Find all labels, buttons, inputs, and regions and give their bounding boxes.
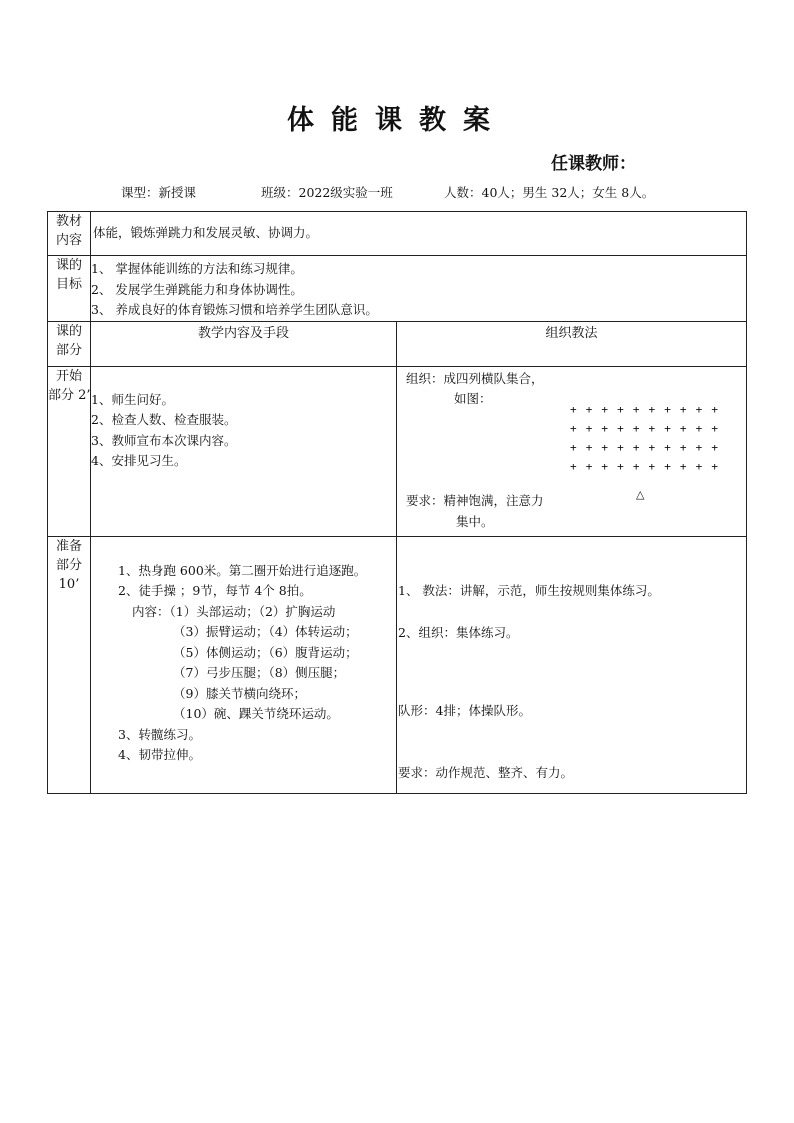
student-mark: + (570, 460, 577, 474)
student-mark: + (679, 441, 687, 455)
goals-label-line: 目标 (55, 277, 82, 292)
material-content-cell (91, 212, 747, 256)
headcount: 人数：40人；男生 32人；女生 8人。 (444, 185, 655, 200)
start-item: 1、师生问好。 (91, 391, 174, 407)
requirement-line: 集中。 (456, 513, 494, 529)
student-mark: + (664, 460, 671, 474)
formation-grid (570, 403, 718, 480)
formation-row (570, 403, 718, 422)
goals-label-line: 课的 (55, 258, 82, 273)
material-label-line: 教材 (55, 214, 82, 229)
student-mark: + (632, 441, 640, 455)
formation-row (570, 460, 718, 479)
material-label-line: 内容 (55, 233, 82, 248)
student-mark: + (570, 441, 577, 455)
goal-item: 2、 发展学生弹跳能力和身体协调性。 (91, 281, 303, 297)
student-mark: + (648, 460, 656, 474)
student-mark: + (664, 402, 671, 416)
prep-item: （3）振臂运动；（4）体转运动； (173, 624, 358, 639)
goal-item: 3、 养成良好的体育锻炼习惯和培养学生团队意识。 (91, 302, 378, 317)
section-header-line: 课的 (55, 323, 82, 339)
prep-content-cell (91, 536, 397, 793)
student-mark: + (617, 421, 624, 435)
prep-method-area (397, 537, 746, 792)
student-mark: + (585, 460, 593, 474)
org-line: 组织：成四列横队集合， (406, 370, 544, 386)
material-label (48, 212, 91, 256)
start-item: 4、安排见习生。 (91, 453, 187, 468)
formation-row (570, 422, 718, 441)
student-mark: + (585, 441, 593, 455)
prep-item: （10）碗、踝关节绕环运动。 (173, 706, 339, 721)
start-row (48, 366, 747, 536)
prep-item: 内容：（1）头部运动；（2）扩胸运动 (132, 603, 336, 619)
column-header-content: 教学内容及手段 (91, 321, 397, 366)
prep-item: （7）弓步压腿；（8）侧压腿； (173, 665, 346, 680)
start-item: 3、教师宣布本次课内容。 (91, 432, 237, 448)
student-mark: + (648, 421, 656, 435)
student-mark: + (617, 402, 624, 416)
prep-label-line: 准备 (55, 538, 82, 554)
header-row (48, 321, 747, 366)
prep-item: （5）体侧运动；（6）腹背运动； (173, 644, 358, 660)
start-content-cell (91, 366, 397, 536)
start-item: 2、检查人数、检查服装。 (91, 412, 237, 427)
student-mark: + (601, 441, 609, 455)
method-line: 1、 教法：讲解，示范，师生按规则集体练习。 (398, 582, 660, 598)
student-mark: + (585, 402, 593, 416)
prep-item: 1、热身跑 600米。第二圈开始进行追逐跑。 (118, 562, 367, 578)
teacher-position-icon: △ (636, 487, 645, 501)
goals-label (48, 256, 91, 322)
start-label-line: 部分 2’ (48, 387, 91, 403)
requirement-line: 要求：精神饱满，注意力 (406, 492, 544, 508)
start-method-area (397, 367, 746, 535)
prep-item: 4、韧带拉伸。 (118, 747, 201, 762)
prep-item: 2、徒手操 ；9节，每节 4个 8拍。 (118, 583, 312, 598)
goals-row (48, 256, 747, 322)
column-header-method: 组织教法 (397, 321, 747, 366)
student-mark: + (648, 402, 656, 416)
class-name: 班级：2022级实验一班 (261, 185, 393, 200)
method-line: 队形：4排；体操队形。 (398, 702, 531, 718)
goals-content-cell (91, 256, 747, 322)
student-mark: + (617, 441, 624, 455)
lesson-plan-table (47, 211, 747, 794)
prep-item: 3、转髋练习。 (118, 726, 201, 742)
student-mark: + (570, 421, 577, 435)
student-mark: + (601, 402, 609, 416)
teacher-label: 任课教师： (551, 154, 636, 174)
student-mark: + (601, 421, 609, 435)
student-mark: + (632, 460, 640, 474)
start-method-cell (397, 366, 747, 536)
student-mark: + (679, 421, 687, 435)
material-content: 体能，锻炼弹跳力和发展灵敏、协调力。 (93, 225, 319, 241)
student-mark: + (695, 460, 703, 474)
student-mark: + (711, 460, 718, 474)
material-row (48, 212, 747, 256)
student-mark: + (695, 421, 703, 435)
student-mark: + (679, 460, 687, 474)
prep-label (48, 536, 91, 793)
start-label (48, 366, 91, 536)
prep-row (48, 536, 747, 793)
student-mark: + (711, 441, 718, 455)
page-title: 体能课教案 (287, 105, 507, 136)
method-line: 要求：动作规范、整齐、有力。 (398, 764, 574, 780)
prep-label-line: 部分 (55, 557, 82, 573)
student-mark: + (664, 441, 671, 455)
student-mark: + (632, 421, 640, 435)
student-mark: + (695, 441, 703, 455)
student-mark: + (695, 402, 703, 416)
prep-method-cell (397, 536, 747, 793)
section-header-label (48, 321, 91, 366)
student-mark: + (585, 421, 593, 435)
student-mark: + (664, 421, 671, 435)
student-mark: + (601, 460, 609, 474)
student-mark: + (570, 402, 577, 416)
start-label-line: 开始 (55, 368, 82, 384)
prep-label-line: 10’ (58, 576, 80, 592)
method-line: 2、组织：集体练习。 (398, 624, 519, 640)
student-mark: + (632, 402, 640, 416)
prep-item: （9）膝关节横向绕环； (173, 685, 306, 701)
formation-row (570, 441, 718, 460)
student-mark: + (648, 441, 656, 455)
lesson-type: 课型：新授课 (121, 185, 197, 200)
org-line: 如图： (454, 390, 492, 406)
student-mark: + (711, 421, 718, 435)
student-mark: + (711, 402, 718, 416)
goal-item: 1、 掌握体能训练的方法和练习规律。 (91, 261, 303, 276)
student-mark: + (617, 460, 624, 474)
student-mark: + (679, 402, 687, 416)
section-header-line: 部分 (55, 342, 82, 358)
